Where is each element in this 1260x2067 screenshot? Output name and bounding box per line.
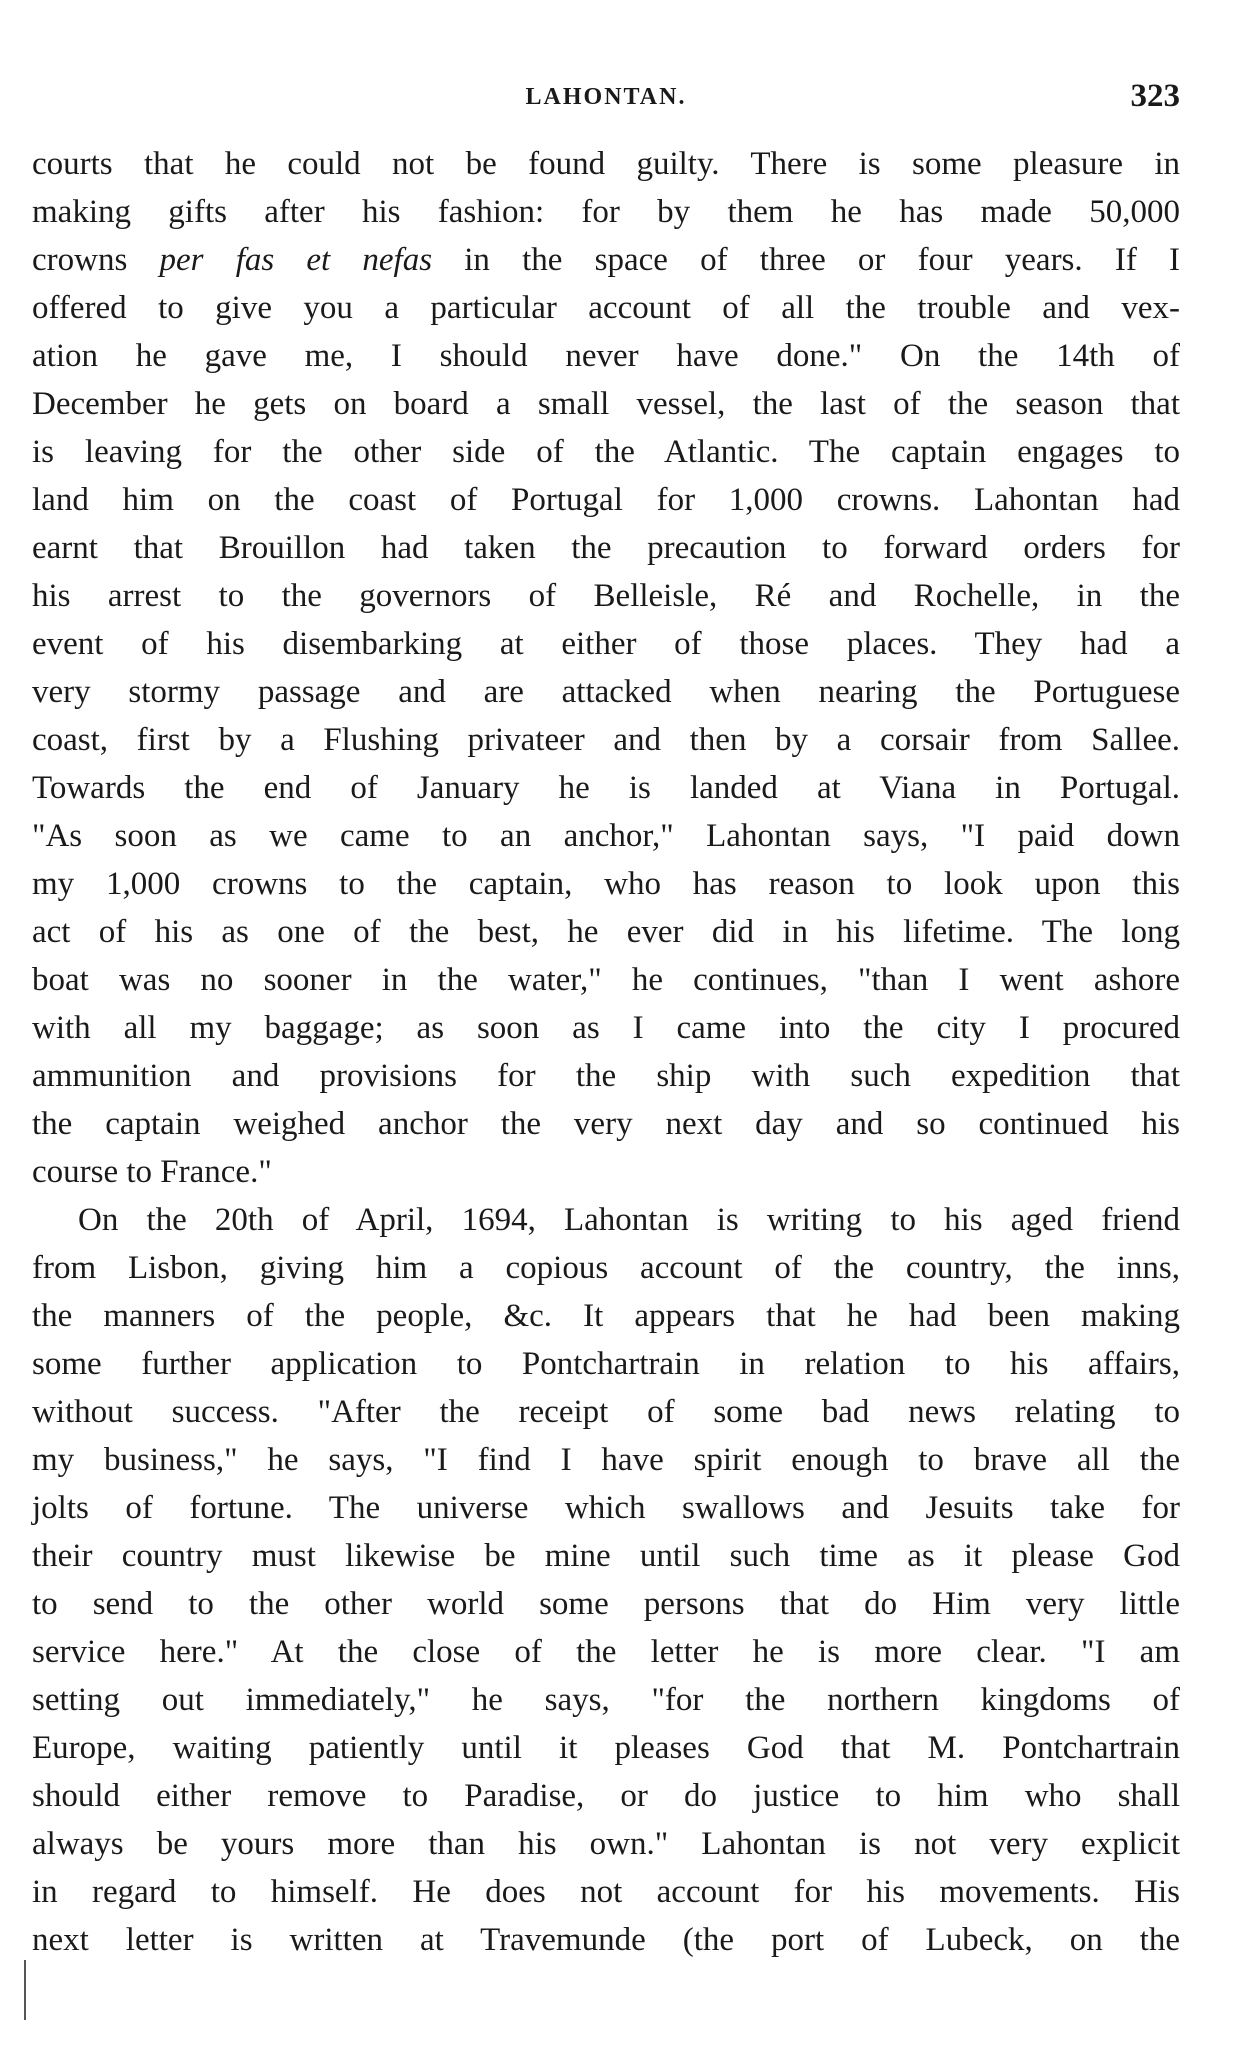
text-line: my 1,000 crowns to the captain, who has reason to look upon this bbox=[32, 866, 1180, 902]
text-fragment: in the space of three or four years. If I bbox=[464, 242, 1181, 278]
text-line: making gifts after his fashion: for by them he has made 50,000 bbox=[32, 194, 1180, 230]
text-line: without success. "After the receipt of some bad news relating to bbox=[32, 1394, 1180, 1430]
text-line: should either remove to Paradise, or do justice to him who shall bbox=[32, 1778, 1180, 1814]
text-line: courts that he could not be found guilty. There is some pleasure in bbox=[32, 146, 1180, 182]
text-line: the captain weighed anchor the very next day and so continued his bbox=[32, 1106, 1180, 1142]
text-line: with all my baggage; as soon as I came into the city I procured bbox=[32, 1010, 1180, 1046]
latin-phrase: per fas et nefas bbox=[159, 242, 433, 278]
text-line: is leaving for the other side of the Atlantic. The captain engages to bbox=[32, 434, 1180, 470]
text-line: the manners of the people, &c. It appears that he had been making bbox=[32, 1298, 1180, 1334]
text-line: course to France." bbox=[32, 1154, 272, 1190]
text-line: December he gets on board a small vessel, the last of the season that bbox=[32, 386, 1180, 422]
text-line: always be yours more than his own." Lahontan is not very explicit bbox=[32, 1826, 1180, 1862]
text-line: "As soon as we came to an anchor," Lahontan says, "I paid down bbox=[32, 818, 1180, 854]
text-line: ammunition and provisions for the ship with such expedition that bbox=[32, 1058, 1180, 1094]
text-line: Europe, waiting patiently until it pleases God that M. Pontchartrain bbox=[32, 1730, 1180, 1766]
text-line: my business," he says, "I find I have spirit enough to brave all the bbox=[32, 1442, 1180, 1478]
text-line: land him on the coast of Portugal for 1,000 crowns. Lahontan had bbox=[32, 482, 1180, 518]
text-line: coast, first by a Flushing privateer and then by a corsair from Sallee. bbox=[32, 722, 1180, 758]
text-line: his arrest to the governors of Belleisle, Ré and Rochelle, in the bbox=[32, 578, 1180, 614]
text-line: Towards the end of January he is landed at Viana in Portugal. bbox=[32, 770, 1180, 806]
text-line: in regard to himself. He does not account for his movements. His bbox=[32, 1874, 1180, 1910]
text-line: boat was no sooner in the water," he continues, "than I went ashore bbox=[32, 962, 1180, 998]
paragraph-start-line: On the 20th of April, 1694, Lahontan is writing to his aged friend bbox=[78, 1202, 1180, 1238]
text-line: earnt that Brouillon had taken the precaution to forward orders for bbox=[32, 530, 1180, 566]
text-line: some further application to Pontchartrain in relation to his affairs, bbox=[32, 1346, 1180, 1382]
text-line: from Lisbon, giving him a copious account of the country, the inns, bbox=[32, 1250, 1180, 1286]
text-line: jolts of fortune. The universe which swallows and Jesuits take for bbox=[32, 1490, 1180, 1526]
text-line: setting out immediately," he says, "for the northern kingdoms of bbox=[32, 1682, 1180, 1718]
text-line: very stormy passage and are attacked when nearing the Portuguese bbox=[32, 674, 1180, 710]
page-number: 323 bbox=[1130, 78, 1180, 114]
text-line: next letter is written at Travemunde (the port of Lubeck, on the bbox=[32, 1922, 1180, 1958]
text-line: act of his as one of the best, he ever did in his lifetime. The long bbox=[32, 914, 1180, 950]
body-text bbox=[32, 140, 1180, 1964]
text-line: service here." At the close of the letter he is more clear. "I am bbox=[32, 1634, 1180, 1670]
margin-mark bbox=[24, 1960, 26, 2020]
text-line: event of his disembarking at either of those places. They had a bbox=[32, 626, 1180, 662]
text-line: offered to give you a particular account of all the trouble and vex- bbox=[32, 290, 1180, 326]
text-line: their country must likewise be mine until such time as it please God bbox=[32, 1538, 1180, 1574]
text-line: to send to the other world some persons that do Him very little bbox=[32, 1586, 1180, 1622]
running-head bbox=[32, 78, 1180, 118]
text-fragment: crowns bbox=[32, 242, 160, 278]
text-line bbox=[32, 236, 1180, 284]
running-title: LAHONTAN. bbox=[525, 84, 687, 110]
text-line: ation he gave me, I should never have done." On the 14th of bbox=[32, 338, 1180, 374]
